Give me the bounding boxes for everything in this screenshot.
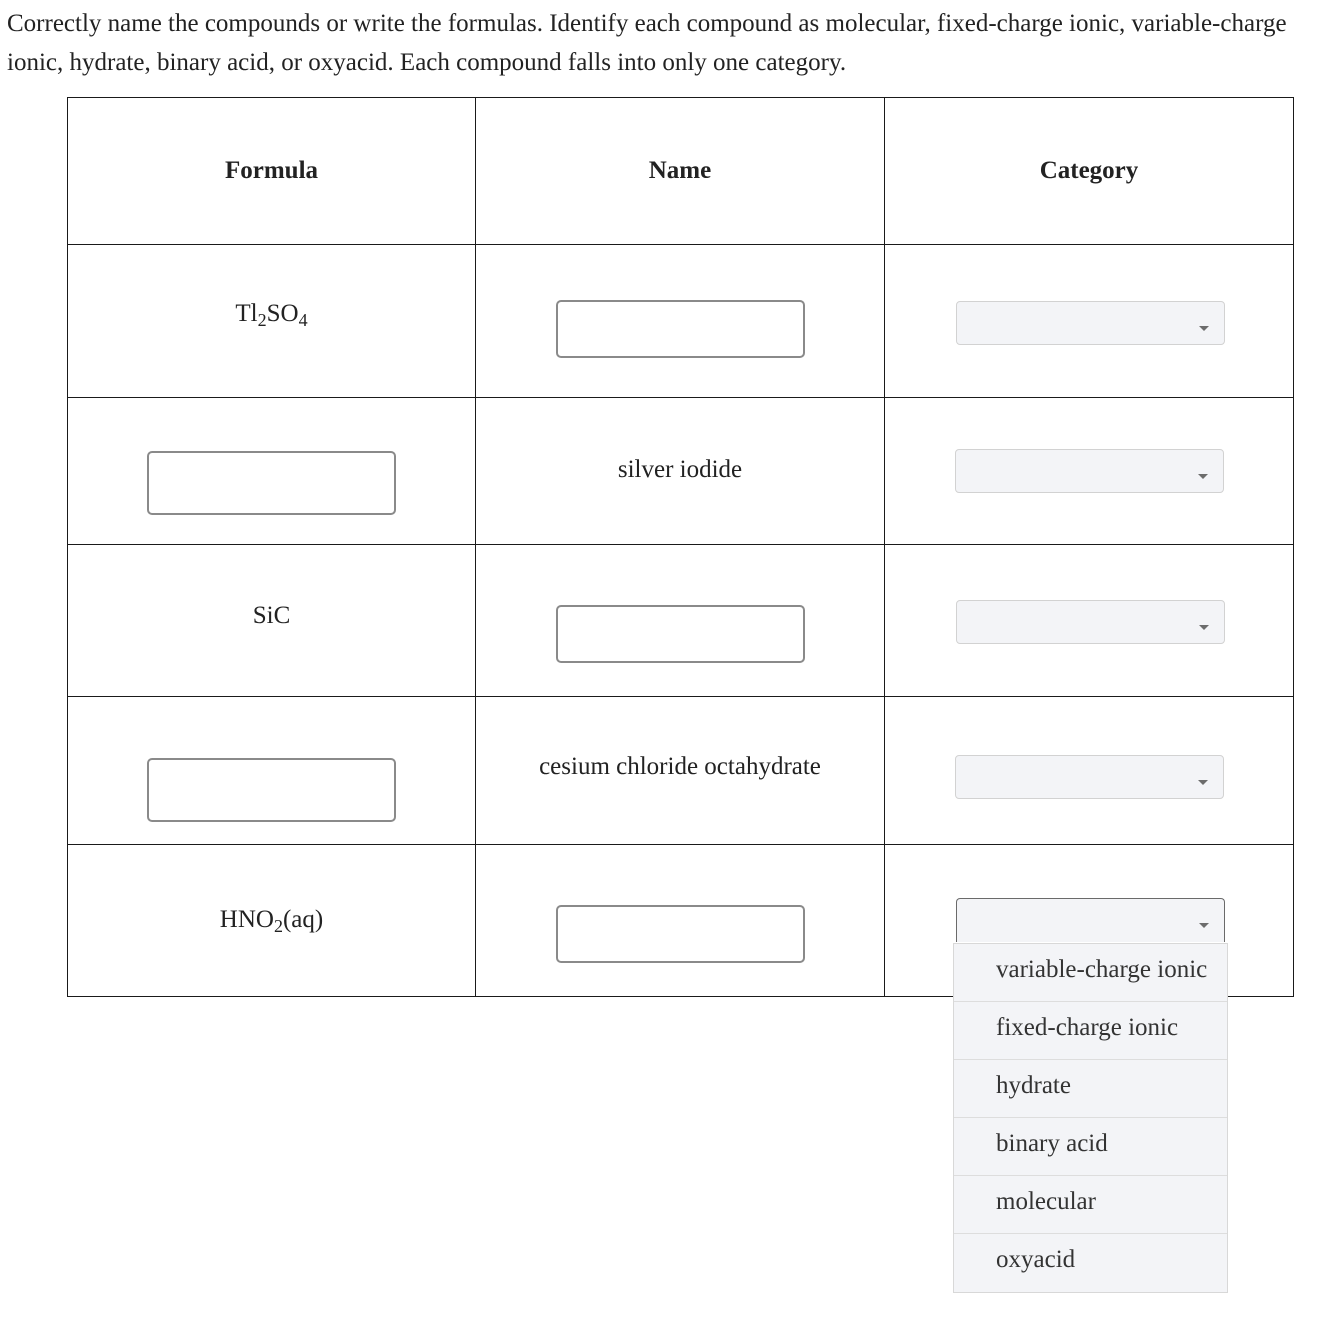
name-cesium-chloride-octahydrate: cesium chloride octahydrate: [539, 752, 821, 780]
formula-cell: [68, 245, 476, 398]
formula-input-row-2[interactable]: [147, 451, 396, 515]
compounds-table: [67, 97, 1294, 997]
dropdown-option-molecular[interactable]: molecular: [954, 1176, 1227, 1234]
caret-down-icon: [1198, 780, 1208, 785]
category-select-row-4[interactable]: [955, 755, 1224, 799]
caret-down-icon: [1199, 625, 1209, 630]
category-cell: [885, 697, 1294, 845]
name-cell: [476, 697, 885, 845]
name-input-row-1[interactable]: [556, 300, 805, 358]
category-select-row-1[interactable]: [956, 301, 1225, 345]
dropdown-option-variable-charge-ionic[interactable]: variable-charge ionic: [954, 944, 1227, 1002]
dropdown-option-oxyacid[interactable]: oxyacid: [996, 1246, 1076, 1273]
dropdown-option-fixed-charge-ionic[interactable]: fixed-charge ionic: [954, 1002, 1227, 1060]
name-input-row-3[interactable]: [556, 605, 805, 663]
table-row: [68, 398, 1294, 545]
category-cell: [885, 245, 1294, 398]
dropdown-option-binary-acid[interactable]: binary acid: [954, 1118, 1227, 1176]
caret-down-icon: [1199, 326, 1209, 331]
name-cell: [476, 245, 885, 398]
formula-sic: SiC: [252, 601, 291, 629]
name-cell: [476, 845, 885, 997]
caret-down-icon: [1199, 923, 1209, 928]
category-header: Category: [885, 98, 1294, 245]
formula-cell: [68, 845, 476, 997]
table-row: [68, 545, 1294, 697]
name-silver-iodide: silver iodide: [617, 456, 743, 483]
table-header-row: [68, 98, 1294, 245]
name-cell: [476, 545, 885, 697]
formula-cell: [68, 398, 476, 545]
category-select-row-3[interactable]: [956, 600, 1225, 644]
name-cell: [476, 398, 885, 545]
category-select-row-2[interactable]: [955, 449, 1224, 493]
name-header: Name: [476, 98, 885, 245]
formula-header: Formula: [68, 98, 476, 245]
category-cell: [885, 545, 1294, 697]
caret-down-icon: [1198, 474, 1208, 479]
formula-cell: [68, 545, 476, 697]
category-dropdown-list: [953, 943, 1228, 1293]
formula-hno2-aq: $HNO_2(aq)$: [219, 905, 324, 936]
category-select-row-5[interactable]: [956, 898, 1225, 942]
table-row: [68, 697, 1294, 845]
formula-input-row-4[interactable]: [147, 758, 396, 822]
table-row: [68, 245, 1294, 398]
instructions-text: Correctly name the compounds or write the formulas. Identify each compound as molecular, fixed-charge ionic, variable-charge ionic, hydrate, binary acid, or oxyacid. Each compound falls into only one category.: [7, 10, 1287, 76]
formula-cell: [68, 697, 476, 845]
dropdown-option-hydrate[interactable]: hydrate: [954, 1060, 1227, 1118]
formula-tl2so4: $Tl_2SO_4$: [235, 300, 308, 330]
name-input-row-5[interactable]: [556, 905, 805, 963]
category-cell: [885, 398, 1294, 545]
